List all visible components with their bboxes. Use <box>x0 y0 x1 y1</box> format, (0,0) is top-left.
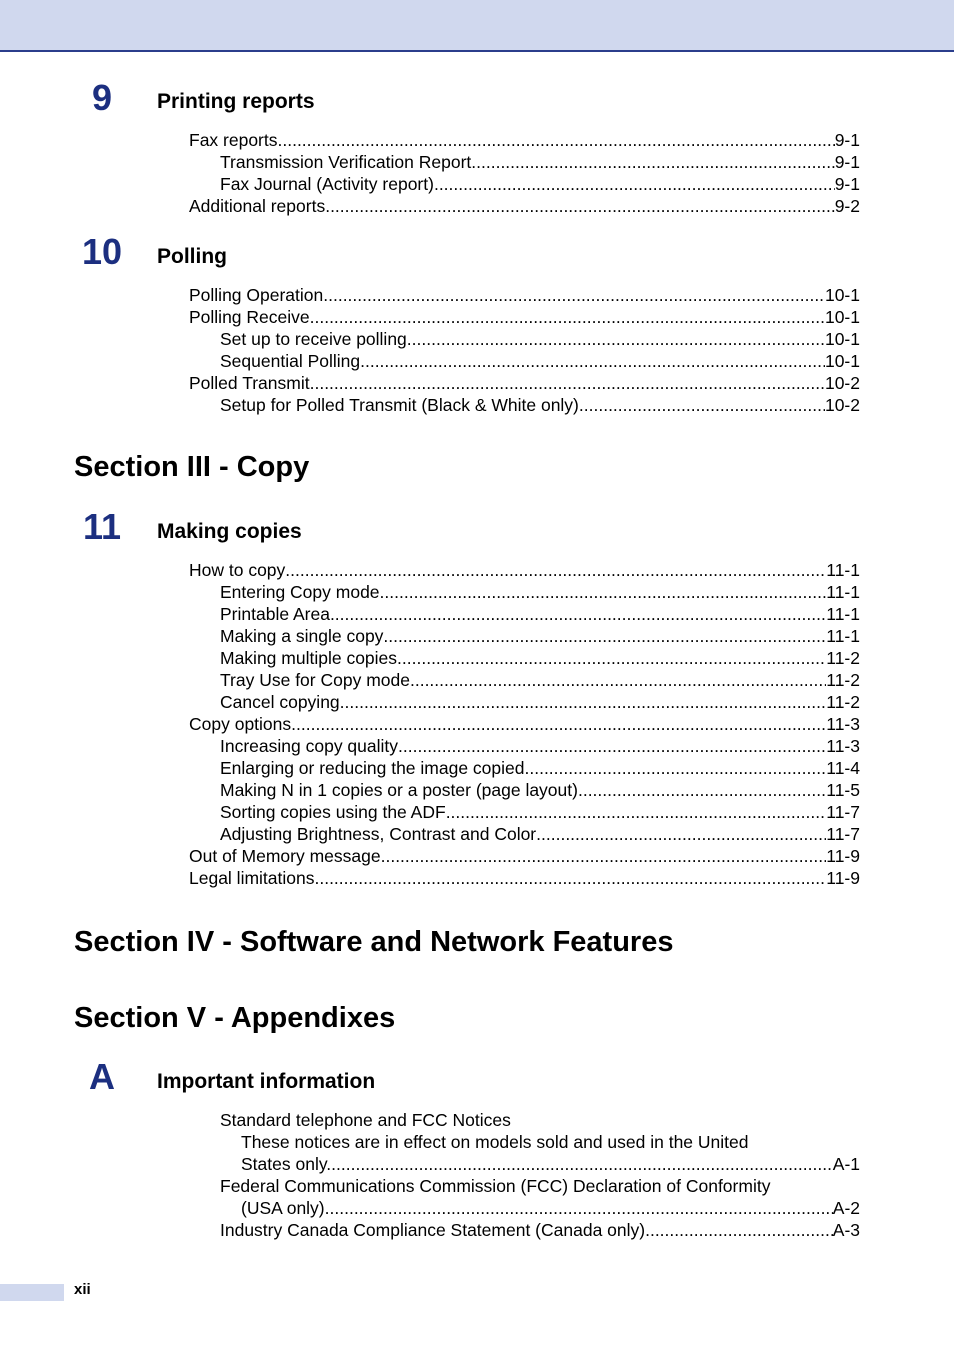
dot-leader <box>536 823 826 845</box>
chapter-title: Polling <box>157 245 227 268</box>
chapter-number: 10 <box>81 231 123 272</box>
dot-leader <box>525 757 827 779</box>
dot-leader <box>325 195 835 217</box>
toc-entry[interactable]: Legal limitations ..... 11-9 <box>0 867 860 889</box>
toc-list <box>0 284 860 416</box>
dot-leader <box>330 603 826 625</box>
chapter-title: Important information <box>157 1070 376 1093</box>
toc-list <box>0 129 860 217</box>
toc-entry[interactable]: Polled Transmit ..... 10-2 <box>0 372 860 394</box>
dot-leader <box>325 1197 833 1219</box>
toc-entry[interactable]: Sequential Polling ..... 10-1 <box>0 350 860 372</box>
section-heading: Section V - Appendixes <box>74 1002 396 1034</box>
header-band <box>0 0 954 52</box>
toc-list <box>0 559 860 889</box>
toc-entry[interactable]: Making N in 1 copies or a poster (page layout) ..... 11-5 <box>0 779 860 801</box>
toc-entry[interactable]: Additional reports ..... 9-2 <box>0 195 860 217</box>
page-number: xii <box>74 1281 91 1298</box>
toc-entry[interactable]: Transmission Verification Report ..... 9-1 <box>0 151 860 173</box>
toc-entry[interactable]: Adjusting Brightness, Contrast and Color ..... 11-7 <box>0 823 860 845</box>
toc-entry[interactable]: Tray Use for Copy mode ..... 11-2 <box>0 669 860 691</box>
toc-entry[interactable]: Fax reports ..... 9-1 <box>0 129 860 151</box>
toc-entry[interactable]: Standard telephone and FCC Notices <box>220 1110 511 1130</box>
chapter-number: 9 <box>91 77 113 118</box>
chapter-title: Making copies <box>157 520 302 543</box>
toc-entry[interactable]: Enlarging or reducing the image copied ..... 11-4 <box>0 757 860 779</box>
toc-entry[interactable]: Federal Communications Commission (FCC) Declaration of Conformity <box>220 1176 771 1196</box>
toc-entry[interactable]: Making multiple copies ..... 11-2 <box>0 647 860 669</box>
dot-leader <box>381 845 827 867</box>
dot-leader <box>278 129 835 151</box>
toc-entry[interactable]: Setup for Polled Transmit (Black & White only) ..... 10-2 <box>0 394 860 416</box>
dot-leader <box>380 581 827 603</box>
chapter-title: Printing reports <box>157 90 315 113</box>
toc-entry[interactable]: Printable Area ..... 11-1 <box>0 603 860 625</box>
toc-list <box>0 1109 860 1241</box>
toc-entry[interactable]: Industry Canada Compliance Statement (Canada only) ..... A-3 <box>0 1219 860 1241</box>
toc-entry[interactable]: How to copy ..... 11-1 <box>0 559 860 581</box>
toc-entry[interactable]: Making a single copy ..... 11-1 <box>0 625 860 647</box>
dot-leader <box>340 691 827 713</box>
toc-entry[interactable]: Sorting copies using the ADF ..... 11-7 <box>0 801 860 823</box>
dot-leader <box>471 151 834 173</box>
toc-entry[interactable]: Set up to receive polling ..... 10-1 <box>0 328 860 350</box>
toc-entry[interactable]: Entering Copy mode ..... 11-1 <box>0 581 860 603</box>
dot-leader <box>446 801 827 823</box>
toc-entry[interactable]: Increasing copy quality ..... 11-3 <box>0 735 860 757</box>
toc-entry[interactable]: Polling Receive ..... 10-1 <box>0 306 860 328</box>
dot-leader <box>285 559 826 581</box>
dot-leader <box>323 284 825 306</box>
toc-entry[interactable]: Copy options ..... 11-3 <box>0 713 860 735</box>
toc-entry[interactable]: Fax Journal (Activity report) ..... 9-1 <box>0 173 860 195</box>
section-heading: Section IV - Software and Network Features <box>74 926 674 958</box>
chapter-number: 11 <box>82 506 122 547</box>
toc-entry[interactable]: Polling Operation ..... 10-1 <box>0 284 860 306</box>
section-heading: Section III - Copy <box>74 451 310 483</box>
dot-leader <box>383 625 826 647</box>
toc-entry[interactable]: States only. ..... A-1 <box>0 1153 860 1175</box>
dot-leader <box>291 713 826 735</box>
toc-entry[interactable]: (USA only) ..... A-2 <box>0 1197 860 1219</box>
dot-leader <box>314 867 826 889</box>
toc-entry[interactable]: These notices are in effect on models sold and used in the United <box>241 1132 749 1152</box>
dot-leader <box>434 173 835 195</box>
chapter-number: A <box>89 1056 115 1097</box>
dot-leader <box>410 669 826 691</box>
toc-entry[interactable]: Cancel copying ..... 11-2 <box>0 691 860 713</box>
dot-leader <box>645 1219 833 1241</box>
dot-leader <box>398 735 826 757</box>
dot-leader <box>397 647 826 669</box>
dot-leader <box>579 394 825 416</box>
dot-leader <box>310 306 825 328</box>
dot-leader <box>310 372 825 394</box>
dot-leader <box>360 350 825 372</box>
dot-leader <box>407 328 825 350</box>
footer-band <box>0 1284 64 1301</box>
toc-entry[interactable]: Out of Memory message ..... 11-9 <box>0 845 860 867</box>
dot-leader <box>331 1153 833 1175</box>
dot-leader <box>578 779 826 801</box>
